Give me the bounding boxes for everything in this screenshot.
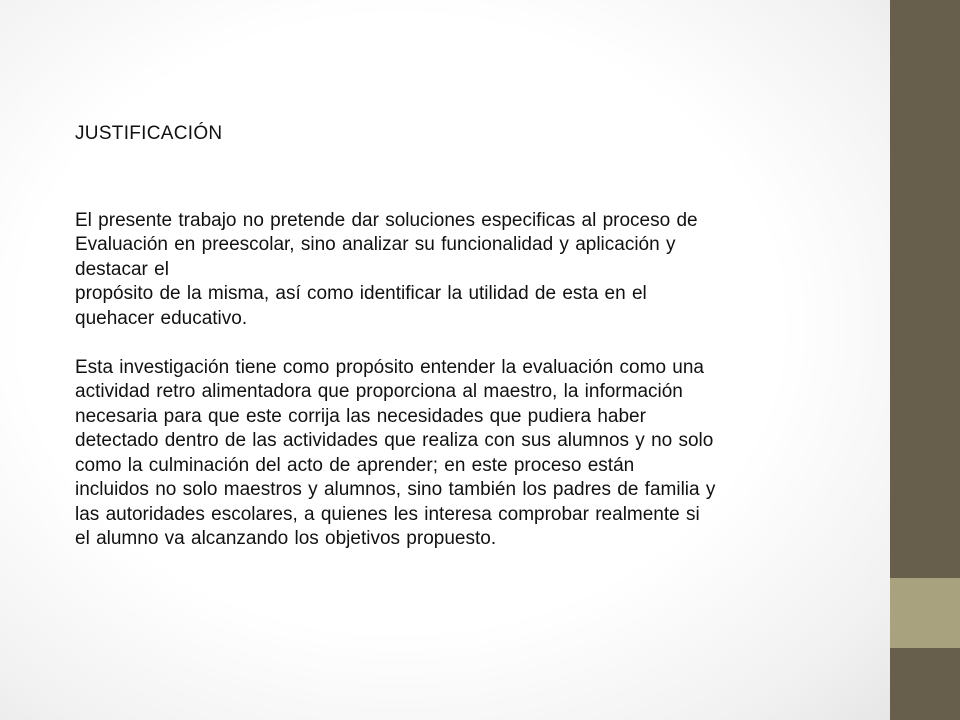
- paragraph-2-line: actividad retro alimentadora que proporciona al maestro, la información: [75, 381, 683, 402]
- paragraph-1-line: destacar el: [75, 258, 169, 280]
- slide-content: [75, 122, 875, 576]
- paragraph-2-line: Esta investigación tiene como propósito entender la evaluación como una: [75, 356, 704, 378]
- sidebar-accent-block: [890, 578, 960, 648]
- paragraph-2-line: necesaria para que este corrija las necesidades que pudiera haber: [75, 405, 646, 427]
- paragraph-2: [75, 356, 875, 552]
- paragraph-1-line: El presente trabajo no pretende dar soluciones especificas al proceso de: [75, 209, 698, 231]
- paragraph-2-line: detectado dentro de las actividades que realiza con sus alumnos y no solo: [75, 430, 714, 451]
- paragraph-1: [75, 209, 875, 332]
- paragraph-2-line: incluidos no solo maestros y alumnos, sino también los padres de familia y: [75, 479, 716, 500]
- paragraph-2-line: el alumno va alcanzando los objetivos propuesto.: [75, 528, 497, 549]
- slide-title: JUSTIFICACIÓN: [75, 123, 223, 144]
- paragraph-2-line: como la culminación del acto de aprender; en este proceso están: [75, 454, 635, 476]
- paragraph-2-line: las autoridades escolares, a quienes les interesa comprobar realmente si: [75, 503, 700, 525]
- paragraph-1-line: propósito de la misma, así como identificar la utilidad de esta en el: [75, 283, 647, 304]
- paragraph-1-line: quehacer educativo.: [75, 307, 248, 329]
- paragraph-1-line: Evaluación en preescolar, sino analizar su funcionalidad y aplicación y: [75, 234, 676, 255]
